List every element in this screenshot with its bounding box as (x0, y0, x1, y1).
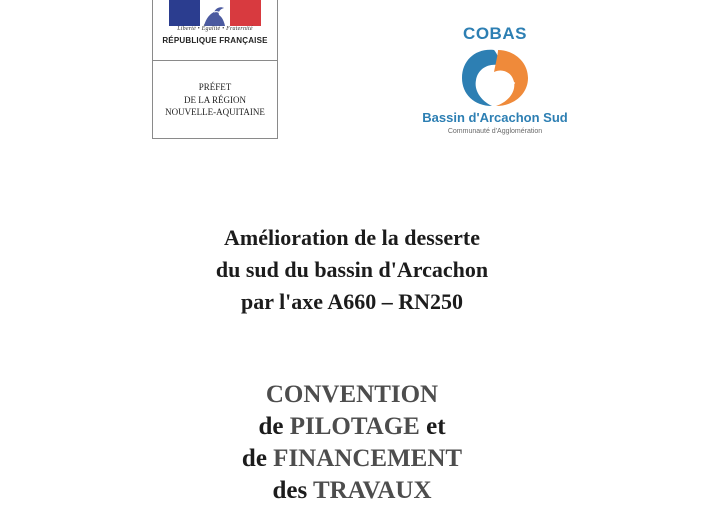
project-title-line: du sud du bassin d'Arcachon (215, 257, 489, 282)
wave-logo-icon (450, 46, 540, 110)
convention-title (0, 379, 704, 507)
convention-keyword: PILOTAGE (289, 413, 420, 440)
republic-motto: Liberté • Égalité • Fraternité (177, 26, 253, 32)
tricolor-flag (169, 0, 261, 26)
convention-keyword: FINANCEMENT (273, 445, 463, 472)
prefet-text (153, 81, 277, 119)
marianne-icon (200, 0, 231, 26)
convention-keyword: TRAVAUX (312, 477, 432, 504)
prefet-line: PRÉFET (198, 82, 232, 92)
cobas-acronym: COBAS (463, 24, 527, 43)
project-title (0, 222, 704, 318)
convention-line-3 (0, 443, 704, 475)
flag-red-band (230, 0, 261, 26)
convention-keyword: CONVENTION (265, 381, 439, 408)
convention-line-2 (0, 411, 704, 443)
convention-line-1 (0, 379, 704, 411)
block-divider (153, 60, 277, 61)
convention-prefix: des (272, 477, 313, 504)
convention-prefix: de (241, 445, 274, 472)
cobas-subtitle: Communauté d'Agglomération (447, 128, 543, 135)
prefet-line: DE LA RÉGION (184, 94, 246, 105)
cobas-name: Bassin d'Arcachon Sud (422, 110, 568, 125)
project-title-line: par l'axe A660 – RN250 (240, 289, 464, 314)
convention-suffix: et (419, 413, 446, 440)
cobas-logo (410, 20, 580, 145)
prefet-line: NOUVELLE-AQUITAINE (165, 107, 265, 117)
prefecture-logo-block (152, 0, 278, 139)
convention-prefix: de (258, 413, 290, 440)
convention-line-4 (0, 475, 704, 507)
flag-blue-band (169, 0, 200, 26)
republic-name: RÉPUBLIQUE FRANÇAISE (162, 36, 268, 45)
project-title-line: Amélioration de la desserte (224, 225, 480, 250)
